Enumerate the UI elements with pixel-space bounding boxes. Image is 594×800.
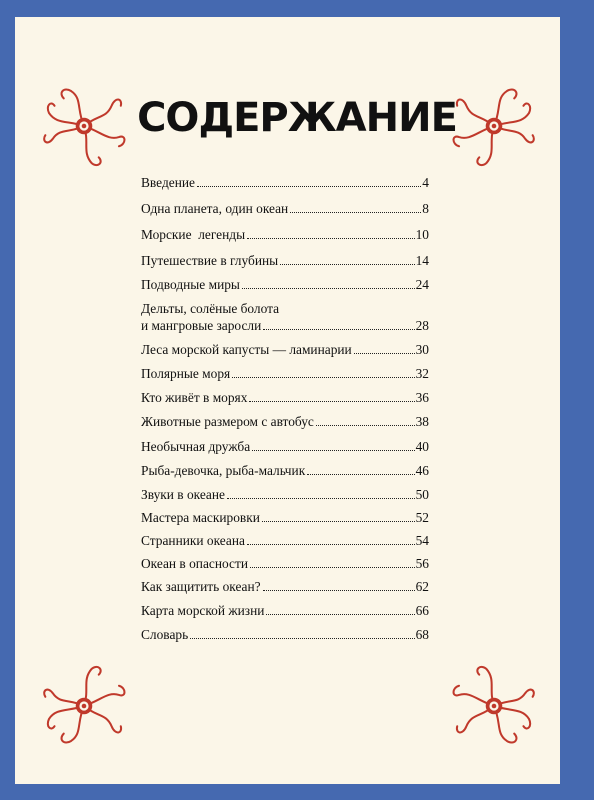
toc-entry-page: 36 xyxy=(415,390,429,405)
page-title: СОДЕРЖАНИЕ xyxy=(137,95,457,141)
toc-leader-dots xyxy=(242,288,415,289)
toc-entry-title: Одна планета, один океан xyxy=(141,201,289,216)
toc-leader-dots xyxy=(354,353,415,354)
toc-leader-dots xyxy=(247,544,415,545)
toc-entry-page: 32 xyxy=(415,366,429,381)
toc-entry[interactable] xyxy=(141,602,429,619)
toc-leader-dots xyxy=(252,450,414,451)
toc-entry[interactable] xyxy=(141,200,429,217)
toc-entry[interactable] xyxy=(141,389,429,406)
toc-entry-page: 40 xyxy=(415,439,429,454)
toc-entry[interactable] xyxy=(141,252,429,269)
toc-entry-page: 24 xyxy=(415,277,429,292)
toc-entry[interactable] xyxy=(141,341,429,358)
toc-leader-dots xyxy=(262,521,415,522)
toc-entry-page: 54 xyxy=(415,533,429,548)
toc-entry[interactable] xyxy=(141,555,429,572)
toc-leader-dots xyxy=(232,377,414,378)
toc-entry-page: 66 xyxy=(415,603,429,618)
toc-entry-title: Кто живёт в морях xyxy=(141,390,248,405)
toc-entry[interactable] xyxy=(141,438,429,455)
toc-entry-title: Животные размером с автобус xyxy=(141,414,314,429)
toc-entry[interactable] xyxy=(141,301,429,334)
toc-entry[interactable] xyxy=(141,276,429,293)
toc-leader-dots xyxy=(280,264,414,265)
toc-entry-title: Морские легенды xyxy=(141,227,246,242)
toc-entry-title: Полярные моря xyxy=(141,366,231,381)
toc-leader-dots xyxy=(197,186,421,187)
toc-leader-dots xyxy=(316,425,415,426)
toc-entry-page: 68 xyxy=(415,627,429,642)
toc-entry-page: 56 xyxy=(415,556,429,571)
toc-entry[interactable] xyxy=(141,226,429,243)
toc-entry-page: 46 xyxy=(415,463,429,478)
toc-leader-dots xyxy=(227,498,415,499)
toc-entry-page: 4 xyxy=(422,175,429,190)
toc-leader-dots xyxy=(263,590,415,591)
toc-entry-page: 28 xyxy=(415,318,429,333)
brittle-star-ornament-icon xyxy=(38,80,130,172)
toc-leader-dots xyxy=(307,474,414,475)
toc-entry-title: Введение xyxy=(141,175,195,190)
toc-leader-dots xyxy=(263,329,414,330)
toc-leader-dots xyxy=(250,567,415,568)
toc-entry-page: 8 xyxy=(422,201,429,216)
toc-entry-page: 52 xyxy=(415,510,429,525)
toc-entry-title: Океан в опасности xyxy=(141,556,248,571)
brittle-star-ornament-icon xyxy=(448,660,540,752)
toc-entry[interactable] xyxy=(141,509,429,526)
toc-entry-title: Карта морской жизни xyxy=(141,603,265,618)
toc-entry-page: 14 xyxy=(415,253,429,268)
toc-leader-dots xyxy=(190,638,414,639)
toc-leader-dots xyxy=(266,614,414,615)
toc-entry-page: 10 xyxy=(415,227,429,242)
toc-entry-title: Необычная дружба xyxy=(141,439,251,454)
toc-entry-title: Рыба-девочка, рыба-мальчик xyxy=(141,463,306,478)
toc-entry[interactable] xyxy=(141,532,429,549)
toc-entry-title: Дельты, солёные болота xyxy=(141,301,280,316)
toc-entry-title: Звуки в океане xyxy=(141,487,225,502)
toc-entry[interactable] xyxy=(141,174,429,191)
toc-entry[interactable] xyxy=(141,578,429,595)
toc-leader-dots xyxy=(249,401,414,402)
toc-entry-title: Подводные миры xyxy=(141,277,240,292)
toc-entry-page: 62 xyxy=(415,579,429,594)
toc-leader-dots xyxy=(290,212,421,213)
brittle-star-ornament-icon xyxy=(448,80,540,172)
toc-entry[interactable] xyxy=(141,486,429,503)
toc-entry[interactable] xyxy=(141,365,429,382)
toc-entry-page: 30 xyxy=(415,342,429,357)
toc-entry-title: Словарь xyxy=(141,627,189,642)
toc-entry[interactable] xyxy=(141,462,429,479)
toc-entry[interactable] xyxy=(141,626,429,643)
toc-leader-dots xyxy=(247,238,415,239)
brittle-star-ornament-icon xyxy=(38,660,130,752)
toc-entry[interactable] xyxy=(141,413,429,430)
toc-entry-title: Путешествие в глубины xyxy=(141,253,279,268)
toc-entry-page: 50 xyxy=(415,487,429,502)
toc-entry-title: Леса морской капусты — ламинарии xyxy=(141,342,352,357)
toc-entry-title: Странники океана xyxy=(141,533,245,548)
toc-entry-title-line2: и мангровые заросли xyxy=(141,318,262,333)
toc-entry-page: 38 xyxy=(415,414,429,429)
toc-entry-title: Как защитить океан? xyxy=(141,579,261,594)
toc-entry-title: Мастера маскировки xyxy=(141,510,260,525)
